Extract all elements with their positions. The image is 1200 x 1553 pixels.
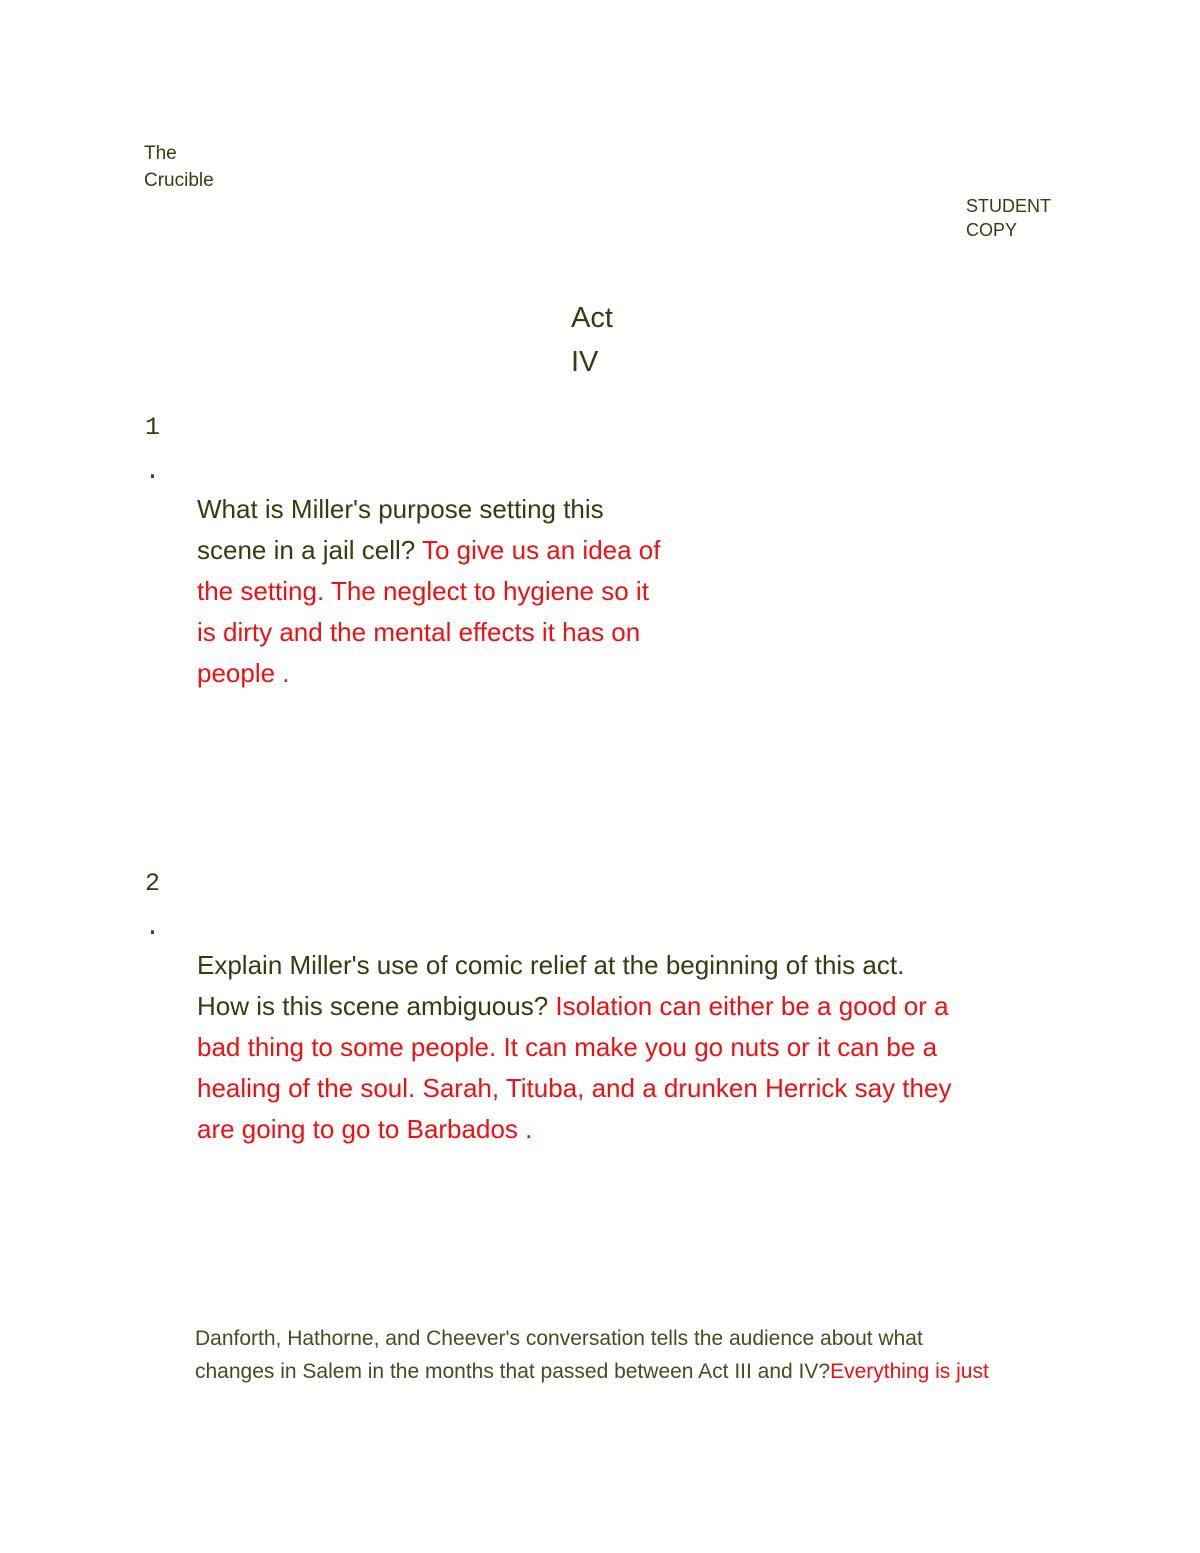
question-line — [197, 612, 757, 653]
question-number-dot: . — [145, 913, 161, 942]
document-title — [144, 140, 264, 194]
question-number: 1 — [145, 413, 161, 442]
question-line — [197, 489, 757, 530]
question-text: changes in Salem in the months that passed between Act III and IV? — [195, 1360, 831, 1383]
question-line — [197, 530, 757, 571]
answer-text: To give us an idea of — [422, 535, 661, 565]
question-line — [197, 986, 1077, 1027]
answer-text: the setting. The neglect to hygiene so it — [197, 576, 649, 606]
question-line — [197, 1027, 1077, 1068]
answer-text: healing of the soul. Sarah, Tituba, and a drunken Herrick say they — [197, 1073, 952, 1103]
question-line — [197, 945, 1077, 986]
question-1-number — [145, 406, 185, 494]
act-line-2: IV — [571, 346, 599, 378]
act-heading — [571, 296, 651, 384]
copy-line-1: STUDENT — [966, 196, 1051, 216]
question-2-number — [145, 862, 185, 950]
title-line-1: The — [144, 143, 177, 164]
question-line — [197, 1109, 1077, 1150]
title-line-2: Crucible — [144, 170, 214, 191]
answer-text: is dirty and the mental effects it has on — [197, 617, 641, 647]
student-copy-label — [966, 194, 1086, 242]
question-line — [197, 1068, 1077, 1109]
question-text: scene in a jail cell? — [197, 535, 422, 565]
question-line — [197, 571, 757, 612]
question-2-block — [197, 945, 1077, 1150]
question-text: Explain Miller's use of comic relief at the beginning of this act. — [197, 950, 905, 980]
question-1-block — [197, 489, 757, 694]
question-line — [197, 653, 757, 694]
answer-text: Isolation can either be a good or a — [555, 991, 949, 1021]
copy-line-2: COPY — [966, 220, 1018, 240]
answer-text: are going to go to Barbados . — [197, 1114, 533, 1144]
question-text: What is Miller's purpose setting this — [197, 494, 604, 524]
question-number-dot: . — [145, 457, 161, 486]
act-line-1: Act — [571, 302, 613, 334]
question-number: 2 — [145, 869, 161, 898]
question-text: Danforth, Hathorne, and Cheever's conversation tells the audience about what — [195, 1327, 923, 1350]
question-line — [195, 1355, 1075, 1388]
question-3-block — [195, 1322, 1075, 1388]
answer-text: bad thing to some people. It can make you go nuts or it can be a — [197, 1032, 938, 1062]
answer-text: people . — [197, 658, 290, 688]
question-text: How is this scene ambiguous? — [197, 991, 556, 1021]
answer-text: Everything is just — [830, 1360, 989, 1383]
question-line — [195, 1322, 1075, 1355]
